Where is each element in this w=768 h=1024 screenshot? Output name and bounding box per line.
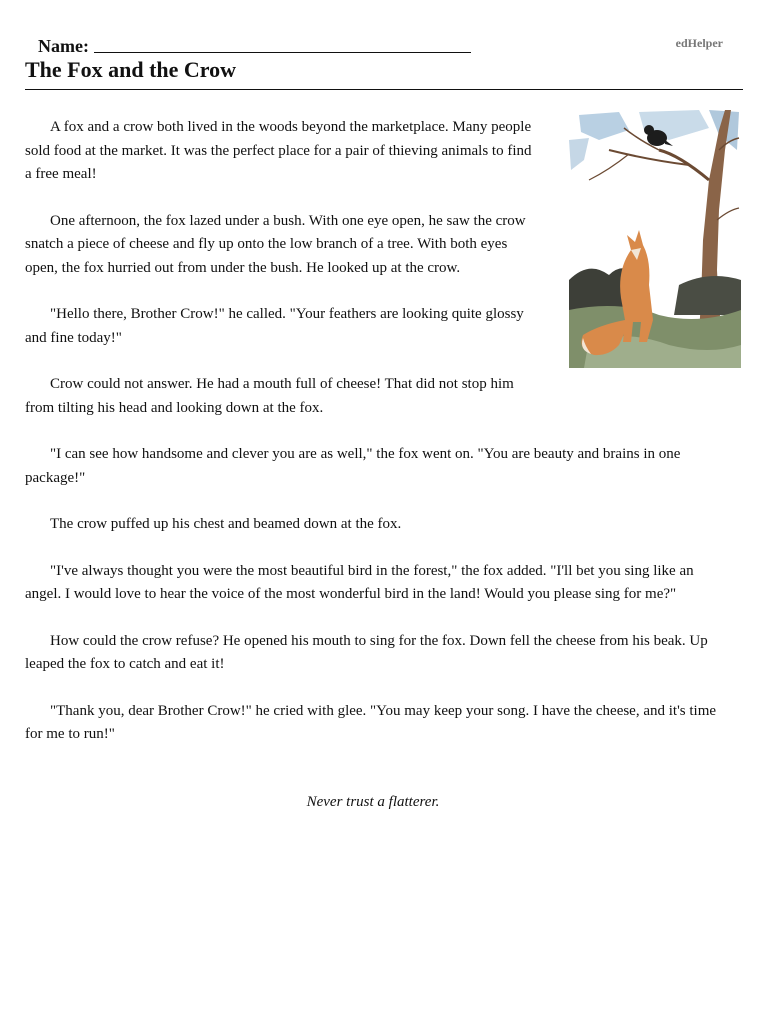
paragraph: "I've always thought you were the most beautiful bird in the forest," the fox added. "I'll bet you sing like an angel. I would love to hear the voice of the most wonderful bird in the land! Would you please sing for me?" [25, 562, 694, 602]
paragraph: Crow could not answer. He had a mouth full of cheese! That did not stop him from tilting his head and looking down at the fox. [25, 376, 514, 416]
paragraph: "Hello there, Brother Crow!" he called. "Your feathers are looking quite glossy and fine today!" [25, 306, 524, 346]
brand-logo: edHelper [675, 36, 723, 50]
name-label: Name: [38, 36, 89, 56]
paragraph: A fox and a crow both lived in the woods beyond the marketplace. Many people sold food at the market. It was the perfect place for a pair of thieving animals to find a free meal! [25, 119, 532, 182]
paragraph: "Thank you, dear Brother Crow!" he cried with glee. "You may keep your song. I have the cheese, and it's time for me to run!" [25, 702, 717, 742]
fox-and-crow-illustration [569, 110, 741, 368]
moral: Never trust a flatterer. [306, 794, 440, 810]
title-rule [25, 89, 743, 90]
paragraph: The crow puffed up his chest and beamed down at the fox. [50, 516, 402, 532]
paragraph: How could the crow refuse? He opened his mouth to sing for the fox. Down fell the cheese from his beak. Up leaped the fox to catch and eat it! [25, 632, 708, 672]
name-field[interactable] [94, 52, 471, 53]
paragraph: One afternoon, the fox lazed under a bush. With one eye open, he saw the crow snatch a piece of cheese and fly up onto the low branch of a tree. With both eyes open, the fox hurried out from under the bush. He looked up at the crow. [25, 212, 526, 276]
paragraph: "I can see how handsome and clever you are as well," the fox went on. "You are beauty and brains in one package!" [25, 446, 681, 486]
page-title: The Fox and the Crow [25, 57, 237, 82]
